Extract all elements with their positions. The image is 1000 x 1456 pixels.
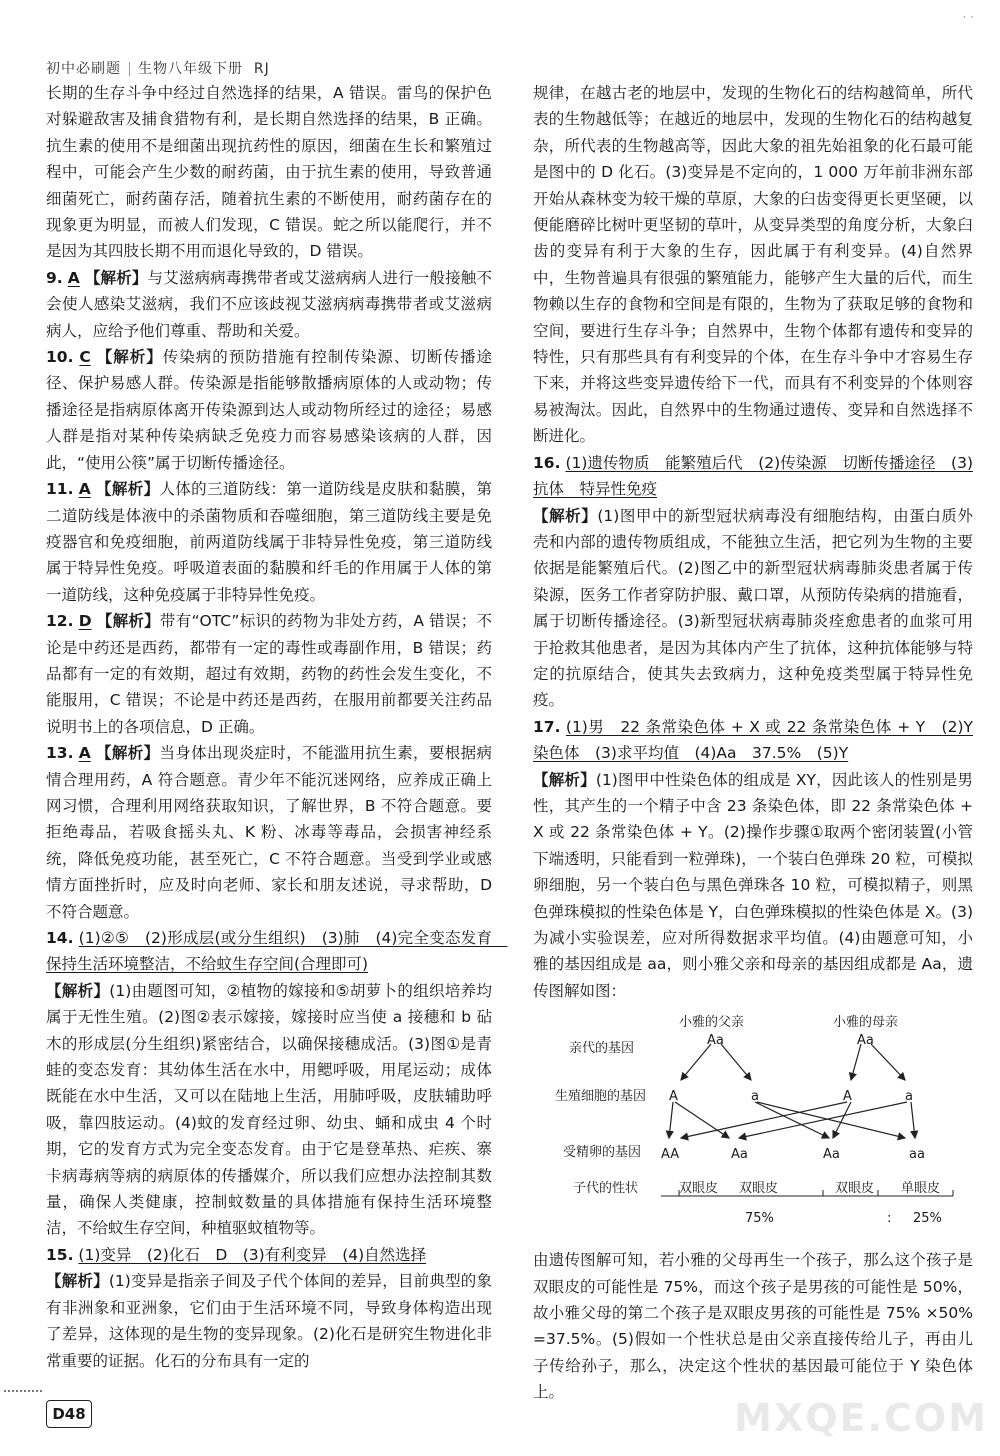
analysis-block [533,503,973,714]
paragraph [46,80,492,265]
analysis-tag: 【解析】 [96,480,160,499]
question-block [46,740,492,925]
paragraph-text: 规律，在越古老的地层中，发现的生物化石的结构越简单，所代表的生物越低等；在越近的地层中，发现的生物化石的结构越复杂，所代表的生物越高等，因此大象的祖先始祖象的化石最可能是图中的 D 化石。(3)变异是不定向的，1 000 万年前非洲东部开始从森林变为较干燥的草原，大象的臼齿变得更长更坚硬，以便能磨碎比树叶更坚韧的草叶，从变异类型的角度分析，大象臼齿的变异有利于大象的生存，因此属于有利变异。(4)自然界中，生物普遍具有很强的繁殖能力，能够产生大量的后代，而生物赖以生存的食物和空间是有限的，生物为了获取足够的食物和空间，要进行生存斗争；自然界中，生物个体都有遗传和变异的特性，只有那些具有有利变异的个体，在生存斗争中才容易生存下来，并将这些变异遗传给下一代，而具有不利变异的个体则容易被淘汰。因此，自然界中的生物通过遗传、变异和自然选择不断进化。 [533,84,973,446]
question-block [46,476,492,608]
question-block [46,1242,492,1374]
question-block [46,344,492,476]
question-number: 17. [533,717,561,736]
row-trait-label: 子代的性状 [573,1181,639,1197]
analysis-tag: 【解析】 [96,612,160,631]
answer-text: (1)变异 (2)化石 D (3)有利变异 (4)自然选择 [78,1245,427,1264]
trait-label: 双眼皮 [835,1181,875,1197]
answer-text: (1)遗传物质 能繁殖后代 (2)传染源 切断传播途径 (3)抗体 特异性免疫 [533,453,973,499]
analysis-text: (1)变异是指亲子间及子代个体间的差异，目前典型的象有非洲象和亚洲象，它们由于生活环境不同，导致身体构造出现了差异，这体现的是生物的变异现象。(2)化石是研究生物进化非常重要的证据。化石的分布具有一定的 [46,1272,492,1370]
series-title: 初中必刷题 [46,61,121,77]
ratio-colon: : [887,1211,892,1227]
answer-letter: A [78,480,91,499]
mother-genotype: Aa [857,1033,874,1049]
question-number: 15. [46,1245,74,1264]
trait-label: 双眼皮 [679,1181,719,1197]
gamete-label: a [751,1089,759,1105]
analysis-text: 当身体出现炎症时，不能滥用抗生素，要根据病情合理用药，A 符合题意。青少年不能沉迷网络，应养成正确上网习惯，合理利用网络获取知识，了解世界，B 不符合题意。要拒绝毒品，若吸食摇头丸、K 粉、冰毒等毒品，会损害神经系统，降低免疫功能，甚至死亡，C 不符合题意。当受到学业或感情方面挫折时，应及时向老师、家长和朋友述说，寻求帮助，D 不符合题意。 [46,744,492,921]
analysis-tag: 【解析】 [96,348,163,367]
edition-label: RJ [253,61,270,77]
mother-label: 小雅的母亲 [833,1015,899,1031]
analysis-text: 与艾滋病病毒携带者或艾滋病病人进行一般接触不会使人感染艾滋病，我们不应该歧视艾滋病病毒携带者或艾滋病病人，应给予他们尊重、帮助和关爱。 [46,268,492,340]
question-number: 11. [46,480,74,499]
analysis-text: (1)由题图可知，②植物的嫁接和⑤胡萝卜的组织培养均属于无性生殖。(2)图②表示嫁接，嫁接时应当使 a 接穗和 b 砧木的形成层(分生组织)紧密结合，以确保接穗成活。(3)图①是青蛙的变态发育：其幼体生活在水中，用鳃呼吸，用尾运动；成体既能在水中生活，又可以在陆地上生活，用肺呼吸，皮肤辅助呼吸，靠四肢运动。(4)蚊的发育经过卵、幼虫、蛹和成虫 4 个时期，它的发育方式为完全变态发育。由于它是登革热、疟疾、寨卡病毒病等病的病原体的传播媒介，所以我们应想办法控制其数量，确保人类健康，控制蚊数量的具体措施有保持生活环境整洁，不给蚊生存空间，种植驱蚊植物等。 [46,981,492,1238]
question-block [46,925,508,1242]
gamete-label: A [669,1089,678,1105]
question-block [533,450,973,714]
question-block [46,265,492,344]
subject-title: 生物八年级下册 [138,61,243,77]
analysis-tag: 【解析】 [96,744,160,763]
corner-mark: · · [962,10,974,24]
analysis-block [46,1268,492,1374]
ratio-dominant: 75% [745,1211,774,1227]
answer-letter: C [79,348,91,367]
question-block [46,608,492,740]
row-gamete-label: 生殖细胞的基因 [555,1089,647,1105]
analysis-block [46,978,492,1242]
genetic-diagram [533,1010,973,1235]
footer-dots [4,1390,42,1392]
row-zygote-label: 受精卵的基因 [563,1145,642,1161]
right-column [533,80,973,1406]
trait-label: 单眼皮 [901,1181,941,1197]
analysis-tag: 【解析】 [46,981,110,1000]
father-label: 小雅的父亲 [679,1015,745,1031]
analysis-tag: 【解析】 [46,1272,109,1291]
gamete-label: a [905,1089,913,1105]
zygote-label: aa [909,1147,925,1163]
zygote-label: AA [661,1147,680,1163]
question-number: 16. [533,453,561,472]
answer-text: (1)男 22 条常染色体 + X 或 22 条常染色体 + Y (2)Y 染色体 (3)求平均值 (4)Aa 37.5% (5)Y [533,717,973,763]
zygote-label: Aa [731,1147,748,1163]
watermark-logo: MXQE.COM [734,1396,988,1440]
header-divider [129,62,130,76]
analysis-block [533,767,973,1005]
analysis-text: 人体的三道防线：第一道防线是皮肤和黏膜，第二道防线是体液中的杀菌物质和吞噬细胞，第三道防线主要是免疫器官和免疫细胞，前两道防线属于非特异性免疫，第三道防线属于特异性免疫。呼吸道表面的黏膜和纤毛的作用属于人体的第一道防线，这种免疫属于非特异性免疫。 [46,480,492,604]
answer-letter: D [78,612,92,631]
paragraph-text: 由遗传图解可知，若小雅的父母再生一个孩子，那么这个孩子是双眼皮的可能性是 75%，而这个孩子是男孩的可能性是 50%，故小雅父母的第二个孩子是双眼皮男孩的可能性是 75% ×50% =37.5%。(5)假如一个性状总是由父亲直接传给儿子，再由儿子传给孙子，那么，决定这个性状的基因最可能位于 Y 染色体上。 [533,1251,973,1402]
answer-letter: A [67,268,80,287]
question-number: 10. [46,348,74,367]
analysis-text: 传染病的预防措施有控制传染源、切断传播途径、保护易感人群。传染源是指能够散播病原体的人或动物；传播途径是指病原体离开传染源到达人或动物所经过的途径；易感人群是指对某种传染病缺乏免疫力而容易感染该病的人群，因此，“使用公筷”属于切断传播途径。 [46,348,492,472]
trait-label: 双眼皮 [739,1181,779,1197]
answer-letter: A [78,744,91,763]
analysis-text: (1)图甲中的新型冠状病毒没有细胞结构，由蛋白质外壳和内部的遗传物质组成，不能独立生活，把它列为生物的主要依据是能繁殖后代。(2)图乙中的新型冠状病毒肺炎患者属于传染源，医务工作者穿防护服、戴口罩，从预防传染病的措施看，属于切断传播途径。(3)新型冠状病毒肺炎痊愈患者的血浆可用于抢救其他患者，是因为其体内产生了抗体，这种抗体能够与特定的抗原结合，使其失去致病力，这种免疫类型属于特异性免疫。 [533,506,973,710]
analysis-text: (1)图甲中性染色体的组成是 XY，因此该人的性别是男性，其产生的一个精子中含 23 条染色体，即 22 条常染色体 + X 或 22 条常染色体 + Y。(2)操作步骤①取两个密闭装置(小管下端透明，只能看到一粒弹珠)，一个装白色弹珠 20 粒，可模拟卵细胞，另一个装白色与黑色弹珠各 10 粒，可模拟精子，则黑色弹珠模拟的性染色体是 Y，白色弹珠模拟的性染色体是 X。(3)为减小实验误差，应对所得数据求平均值。(4)由题意可知，小雅的基因组成是 aa，则小雅父亲和母亲的基因组成都是 Aa，遗传图解如图： [533,770,973,1000]
paragraph [533,1247,973,1405]
question-number: 9. [46,268,63,287]
left-column [46,80,508,1374]
question-number: 14. [46,929,74,947]
row-parent-label: 亲代的基因 [569,1041,635,1057]
ratio-recessive: 25% [913,1211,942,1227]
analysis-tag: 【解析】 [533,770,596,789]
analysis-tag: 【解析】 [533,506,598,525]
paragraph-text: 长期的生存斗争中经过自然选择的结果，A 错误。雷鸟的保护色对躲避敌害及捕食猎物有利，是长期自然选择的结果，B 正确。抗生素的使用不是细菌出现抗药性的原因，细菌在生长和繁殖过程中，可能会产生少数的耐药菌，由于抗生素的使用，导致普通细菌死亡，耐药菌存活，随着抗生素的不断使用，耐药菌存在的现象更为明显，而被人们发现，C 错误。蛇之所以能爬行，并不是因为其四肢长期不用而退化导致的，D 错误。 [46,84,492,261]
page-number: D48 [46,1400,92,1428]
question-block [533,714,973,1004]
page-header [46,58,270,78]
question-number: 13. [46,744,74,763]
zygote-label: Aa [823,1147,840,1163]
paragraph [533,80,973,450]
question-number: 12. [46,612,74,631]
analysis-text: 带有“OTC”标识的药物为非处方药，A 错误；不论是中药还是西药，都带有一定的毒性或毒副作用，B 错误；药品都有一定的有效期，超过有效期，药物的药性会发生变化，不能服用，C 错误；不论是中药还是西药，在服用前都要关注药品说明书上的各项信息，D 正确。 [46,612,492,736]
answer-text: (1)②⑤ (2)形成层(或分生组织) (3)肺 (4)完全变态发育 保持生活环境整洁，不给蚊生存空间(合理即可) [46,929,508,974]
analysis-tag: 【解析】 [84,268,148,287]
gamete-label: A [843,1089,852,1105]
father-genotype: Aa [707,1033,724,1049]
